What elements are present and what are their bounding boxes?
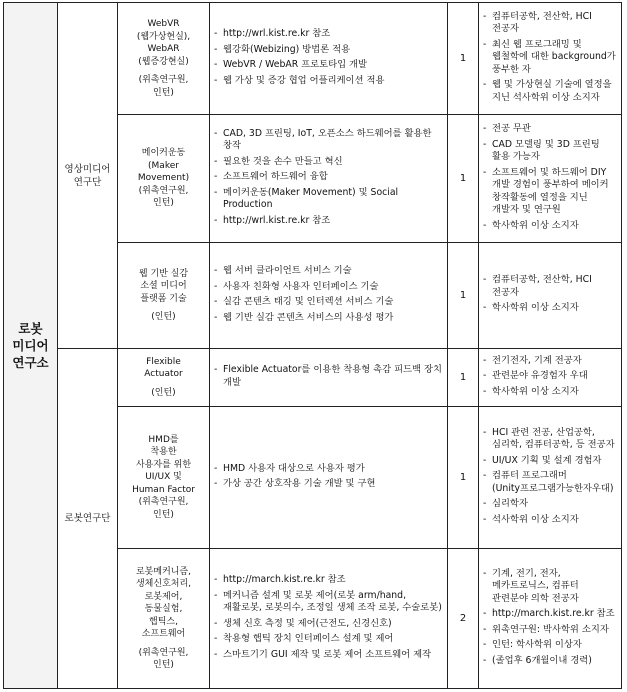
qualification-item xyxy=(483,470,617,495)
field-line: 사용자를 위한 xyxy=(135,459,192,470)
qualification-item-list xyxy=(483,123,617,232)
duty-item-text: 실감 콘텐츠 태깅 및 인터렉션 서비스 기술 xyxy=(223,296,394,307)
duty-item xyxy=(214,28,443,41)
duty-item xyxy=(214,171,443,184)
duty-item-text: 사용자 친화형 사용자 인터페이스 기술 xyxy=(223,280,379,292)
bullet-marker: - xyxy=(483,123,487,134)
field-line: (인턴) xyxy=(151,387,176,398)
duty-item-text: http://march.kist.re.kr 참조 xyxy=(223,574,346,585)
bullet-marker: - xyxy=(214,171,218,183)
qualification-item xyxy=(483,220,617,233)
count-cell xyxy=(448,243,479,349)
qualification-item-text: HCI 관련 전공, 산업공학, 심리학, 컴퓨터공학, 등 전공자 xyxy=(492,426,615,451)
field-line: 소셜 미디어 xyxy=(140,281,187,291)
qualification-item-list xyxy=(483,568,617,668)
duty-item-text: 스마트기기 GUI 제작 및 로봇 제어 소프트웨어 제작 xyxy=(223,648,432,660)
qualification-cell xyxy=(479,115,622,243)
bullet-marker: - xyxy=(214,364,218,375)
table-row xyxy=(4,3,622,115)
duty-cell xyxy=(210,243,448,349)
duty-item-text: Flexible Actuator를 이용한 착용형 촉감 피드백 장치 개발 xyxy=(223,364,442,388)
qualification-item-text: 웹 및 가상현실 기술에 열정을 지닌 석사학위 이상 소지자 xyxy=(492,79,612,103)
qualification-item xyxy=(483,167,617,217)
qualification-cell xyxy=(479,243,622,349)
duty-item-text: CAD, 3D 프린팅, IoT, 오픈소스 하드웨어를 활용한 창작 xyxy=(223,127,432,152)
qualification-item xyxy=(483,39,617,77)
field-line: (위촉연구원, xyxy=(138,185,189,196)
field-line: 착용한 xyxy=(150,447,177,458)
duty-item-text: http://wrl.kist.re.kr 참조 xyxy=(223,214,331,226)
bullet-marker: - xyxy=(214,280,218,292)
duty-item-list xyxy=(214,463,443,491)
duty-item xyxy=(214,44,443,57)
bullet-marker: - xyxy=(214,74,218,86)
bullet-marker: - xyxy=(483,498,487,510)
field-line: Actuator xyxy=(144,369,183,380)
qualification-item xyxy=(483,498,617,511)
institute-cell xyxy=(4,3,58,689)
duty-item-text: WebVR / WebAR 프로토타입 개발 xyxy=(223,59,367,70)
count-cell xyxy=(448,349,479,407)
bullet-marker: - xyxy=(483,608,487,620)
duty-item xyxy=(214,156,443,169)
qualification-cell xyxy=(479,407,622,549)
duty-item-text: 메커니즘 설계 및 로봇 제어(로봇 arm/hand, 재활로봇, 로봇의수, 조정일 생체 조작 로봇, 수술로봇) xyxy=(223,589,442,613)
bullet-marker: - xyxy=(214,296,218,307)
bullet-marker: - xyxy=(483,10,487,22)
qualification-item-text: CAD 모델링 및 3D 프린팅 활용 가능자 xyxy=(492,138,600,162)
field-line: 인턴) xyxy=(153,198,174,209)
qualification-item-text: 기계, 전기, 전자, 메카트로닉스, 컴퓨터 관련분야 의학 전공자 xyxy=(492,567,579,604)
field-cell xyxy=(118,407,210,549)
field-line: (웹증강현실) xyxy=(138,56,189,67)
duty-item xyxy=(214,478,443,491)
field-line: 햅틱스, xyxy=(149,616,178,627)
field-line: 동물실험, xyxy=(144,604,183,614)
field-cell xyxy=(118,243,210,349)
qualification-item xyxy=(483,624,617,637)
qualification-item-text: 컴퓨터공학, 전산학, HCI 전공자 xyxy=(492,274,592,298)
field-line: (위촉연구원, xyxy=(138,497,189,508)
field-line: Human Factor xyxy=(132,484,195,495)
bullet-marker: - xyxy=(214,648,218,660)
field-line: (웹가상현실), xyxy=(136,31,191,42)
qualification-item xyxy=(483,355,617,368)
qualification-cell xyxy=(479,549,622,689)
qualification-item xyxy=(483,386,617,399)
duty-item-text: http://wrl.kist.re.kr 참조 xyxy=(223,28,331,39)
field-line: Movement) xyxy=(137,173,190,184)
division-cell-media xyxy=(58,3,118,349)
bullet-marker: - xyxy=(483,426,487,438)
duty-item xyxy=(214,215,443,228)
duty-item xyxy=(214,633,443,646)
bullet-marker: - xyxy=(214,311,218,323)
qualification-item-text: 소프트웨어 및 하드웨어 DIY 개발 경험이 풍부하여 메이커 창작활동에 열정을 지닌 개발자 및 연구원 xyxy=(492,166,609,215)
duty-item-list xyxy=(214,28,443,87)
count-value: 2 xyxy=(459,613,467,624)
qualification-item xyxy=(483,11,617,36)
qualification-item xyxy=(483,655,617,668)
field-cell xyxy=(118,3,210,115)
qualification-item xyxy=(483,427,617,452)
duty-item-text: 웹 가상 및 증강 협업 어플리케이션 적용 xyxy=(223,74,385,86)
duty-item-text: 웹 기반 실감 콘텐츠 서비스의 사용성 평가 xyxy=(223,311,394,323)
qualification-item-text: 위촉연구원: 박사학위 소지자 xyxy=(492,623,609,635)
qualification-item xyxy=(483,139,617,164)
qualification-item-text: http://march.kist.re.kr 참조 xyxy=(492,608,615,620)
qualification-item-text: 학사학위 이상 소지자 xyxy=(492,302,579,314)
qualification-item xyxy=(483,79,617,104)
bullet-marker: - xyxy=(214,186,218,198)
bullet-marker: - xyxy=(214,214,218,226)
qualification-item-list xyxy=(483,427,617,527)
qualification-item xyxy=(483,123,617,136)
qualification-item xyxy=(483,302,617,315)
division-cell-robot xyxy=(58,349,118,689)
field-line: 인턴) xyxy=(153,87,174,98)
field-cell xyxy=(118,549,210,689)
bullet-marker: - xyxy=(483,274,487,286)
bullet-marker: - xyxy=(483,138,487,150)
duty-item xyxy=(214,187,443,212)
duty-item xyxy=(214,281,443,294)
bullet-marker: - xyxy=(483,354,487,366)
qualification-item xyxy=(483,370,617,383)
division-line: 연구단 xyxy=(73,176,102,188)
qualification-item-text: 학사학위 이상 소지자 xyxy=(492,219,579,231)
qualification-item xyxy=(483,639,617,652)
bullet-marker: - xyxy=(483,623,487,635)
field-line: (위촉연구원, xyxy=(138,647,189,658)
duty-item xyxy=(214,618,443,631)
field-line: (위촉연구원, xyxy=(138,75,189,85)
duty-item-list xyxy=(214,364,443,389)
duty-item-text: HMD 사용자 대상으로 사용자 평가 xyxy=(223,462,365,474)
duty-cell xyxy=(210,549,448,689)
duty-item xyxy=(214,75,443,88)
field-line: 소프트웨어 xyxy=(141,629,186,639)
bullet-marker: - xyxy=(214,617,218,629)
bullet-marker: - xyxy=(483,166,487,178)
count-cell xyxy=(448,549,479,689)
duty-item xyxy=(214,59,443,72)
field-line: UI/UX 및 xyxy=(145,472,182,483)
duty-item-text: 웹 서버 클라이언트 서비스 기술 xyxy=(223,265,352,276)
bullet-marker: - xyxy=(214,589,218,601)
qualification-item-text: 인턴: 학사학위 이상자 xyxy=(492,639,582,651)
duty-item-text: 생체 신호 측정 및 제어(근전도, 신경신호) xyxy=(223,617,392,629)
field-line: (Maker xyxy=(148,160,179,171)
duty-item-text: 가상 공간 상호작용 기술 개발 및 구현 xyxy=(223,478,376,489)
qualification-item-text: UI/UX 기획 및 설계 경험자 xyxy=(492,454,602,466)
duty-item-text: 웹강화(Webizing) 방법론 적용 xyxy=(223,43,351,55)
bullet-marker: - xyxy=(214,462,218,474)
duty-item xyxy=(214,128,443,153)
bullet-marker: - xyxy=(483,454,487,466)
qualification-item-text: 학사학위 이상 소지자 xyxy=(492,385,579,397)
field-cell xyxy=(118,115,210,243)
field-line: 인턴) xyxy=(153,509,174,520)
field-line: 로봇제어, xyxy=(144,591,183,602)
duty-cell xyxy=(210,349,448,407)
duty-item-text: 소프트웨어 하드웨어 융합 xyxy=(223,171,328,183)
duty-cell xyxy=(210,407,448,549)
duty-item xyxy=(214,296,443,309)
duty-cell xyxy=(210,3,448,115)
field-line: (인턴) xyxy=(151,312,176,322)
qualification-item xyxy=(483,568,617,606)
count-cell xyxy=(448,3,479,115)
bullet-marker: - xyxy=(214,59,218,70)
field-line: 웹 기반 실감 xyxy=(138,268,189,279)
bullet-marker: - xyxy=(214,155,218,167)
bullet-marker: - xyxy=(483,385,487,397)
qualification-item-list xyxy=(483,355,617,399)
bullet-marker: - xyxy=(483,302,487,314)
qualification-cell xyxy=(479,3,622,115)
qualification-cell xyxy=(479,349,622,407)
division-line: 영상미디어 xyxy=(64,163,111,175)
qualification-item xyxy=(483,274,617,299)
bullet-marker: - xyxy=(483,370,487,382)
qualification-item-text: 전공 무관 xyxy=(492,123,531,134)
qualification-item-text: 전기전자, 기계 전공자 xyxy=(492,354,582,366)
field-line: 생체신호처리, xyxy=(135,579,192,589)
field-line: WebVR xyxy=(147,19,180,29)
bullet-marker: - xyxy=(214,265,218,276)
duty-cell xyxy=(210,115,448,243)
bullet-marker: - xyxy=(483,567,487,579)
duty-item xyxy=(214,265,443,278)
bullet-marker: - xyxy=(214,43,218,55)
qualification-item-text: 석사학위 이상 소지자 xyxy=(492,513,579,525)
qualification-item-text: 관련분야 유경험자 우대 xyxy=(492,370,588,382)
qualification-item xyxy=(483,514,617,527)
bullet-marker: - xyxy=(483,470,487,482)
field-line: HMD를 xyxy=(148,434,179,445)
count-cell xyxy=(448,115,479,243)
count-value: 1 xyxy=(459,173,467,184)
qualification-item-text: 컴퓨터 프로그래머 (Unity프로그램가능한자우대) xyxy=(492,470,614,494)
duty-item xyxy=(214,590,443,615)
duty-item-text: 필요한 것을 손수 만들고 혁신 xyxy=(223,155,343,167)
bullet-marker: - xyxy=(483,639,487,651)
duty-item-text: 메이커운동(Maker Movement) 및 Social Production xyxy=(223,186,399,211)
field-line: 플랫폼 기술 xyxy=(140,293,187,304)
qualification-item-list xyxy=(483,274,617,315)
duty-item-list xyxy=(214,574,443,661)
count-cell xyxy=(448,407,479,549)
bullet-marker: - xyxy=(483,654,487,666)
bullet-marker: - xyxy=(483,79,487,91)
field-line: 메이커운동 xyxy=(141,148,186,159)
duty-item xyxy=(214,574,443,587)
bullet-marker: - xyxy=(214,574,218,585)
count-value: 1 xyxy=(459,372,467,383)
field-line: WebAR xyxy=(147,44,180,54)
qualification-item-list xyxy=(483,11,617,105)
duty-item xyxy=(214,364,443,389)
bullet-marker: - xyxy=(483,513,487,525)
field-cell xyxy=(118,349,210,407)
table-row xyxy=(4,349,622,407)
field-line: 인턴) xyxy=(153,660,174,670)
duty-item xyxy=(214,312,443,325)
duty-item-list xyxy=(214,265,443,324)
bullet-marker: - xyxy=(214,633,218,644)
qualification-item-text: 심리학자 xyxy=(492,498,528,510)
recruitment-table xyxy=(3,2,622,689)
duty-item xyxy=(214,649,443,662)
bullet-marker: - xyxy=(214,478,218,489)
institute-line: 미디어 xyxy=(12,338,49,353)
qualification-item-text: (졸업후 6개월이내 경력) xyxy=(492,654,592,666)
bullet-marker: - xyxy=(214,127,218,139)
division-line: 로봇연구단 xyxy=(64,513,111,524)
bullet-marker: - xyxy=(214,28,218,39)
duty-item xyxy=(214,463,443,476)
count-value: 1 xyxy=(459,53,467,64)
duty-item-text: 착용형 햅틱 장치 인터페이스 설계 및 제어 xyxy=(223,633,394,644)
duty-item-list xyxy=(214,128,443,228)
field-line: Flexible xyxy=(146,356,181,367)
institute-line: 연구소 xyxy=(12,355,49,370)
bullet-marker: - xyxy=(483,219,487,231)
count-value: 1 xyxy=(459,472,467,483)
qualification-item-text: 컴퓨터공학, 전산학, HCI 전공자 xyxy=(492,10,592,35)
qualification-item xyxy=(483,455,617,468)
qualification-item-text: 최신 웹 프로그래밍 및 웹철학에 대한 background가 풍부한 자 xyxy=(492,38,616,75)
field-line: 로봇메커니즘, xyxy=(135,566,192,577)
bullet-marker: - xyxy=(483,38,487,50)
count-value: 1 xyxy=(459,290,467,301)
qualification-item xyxy=(483,608,617,621)
institute-line: 로봇 xyxy=(18,321,43,336)
